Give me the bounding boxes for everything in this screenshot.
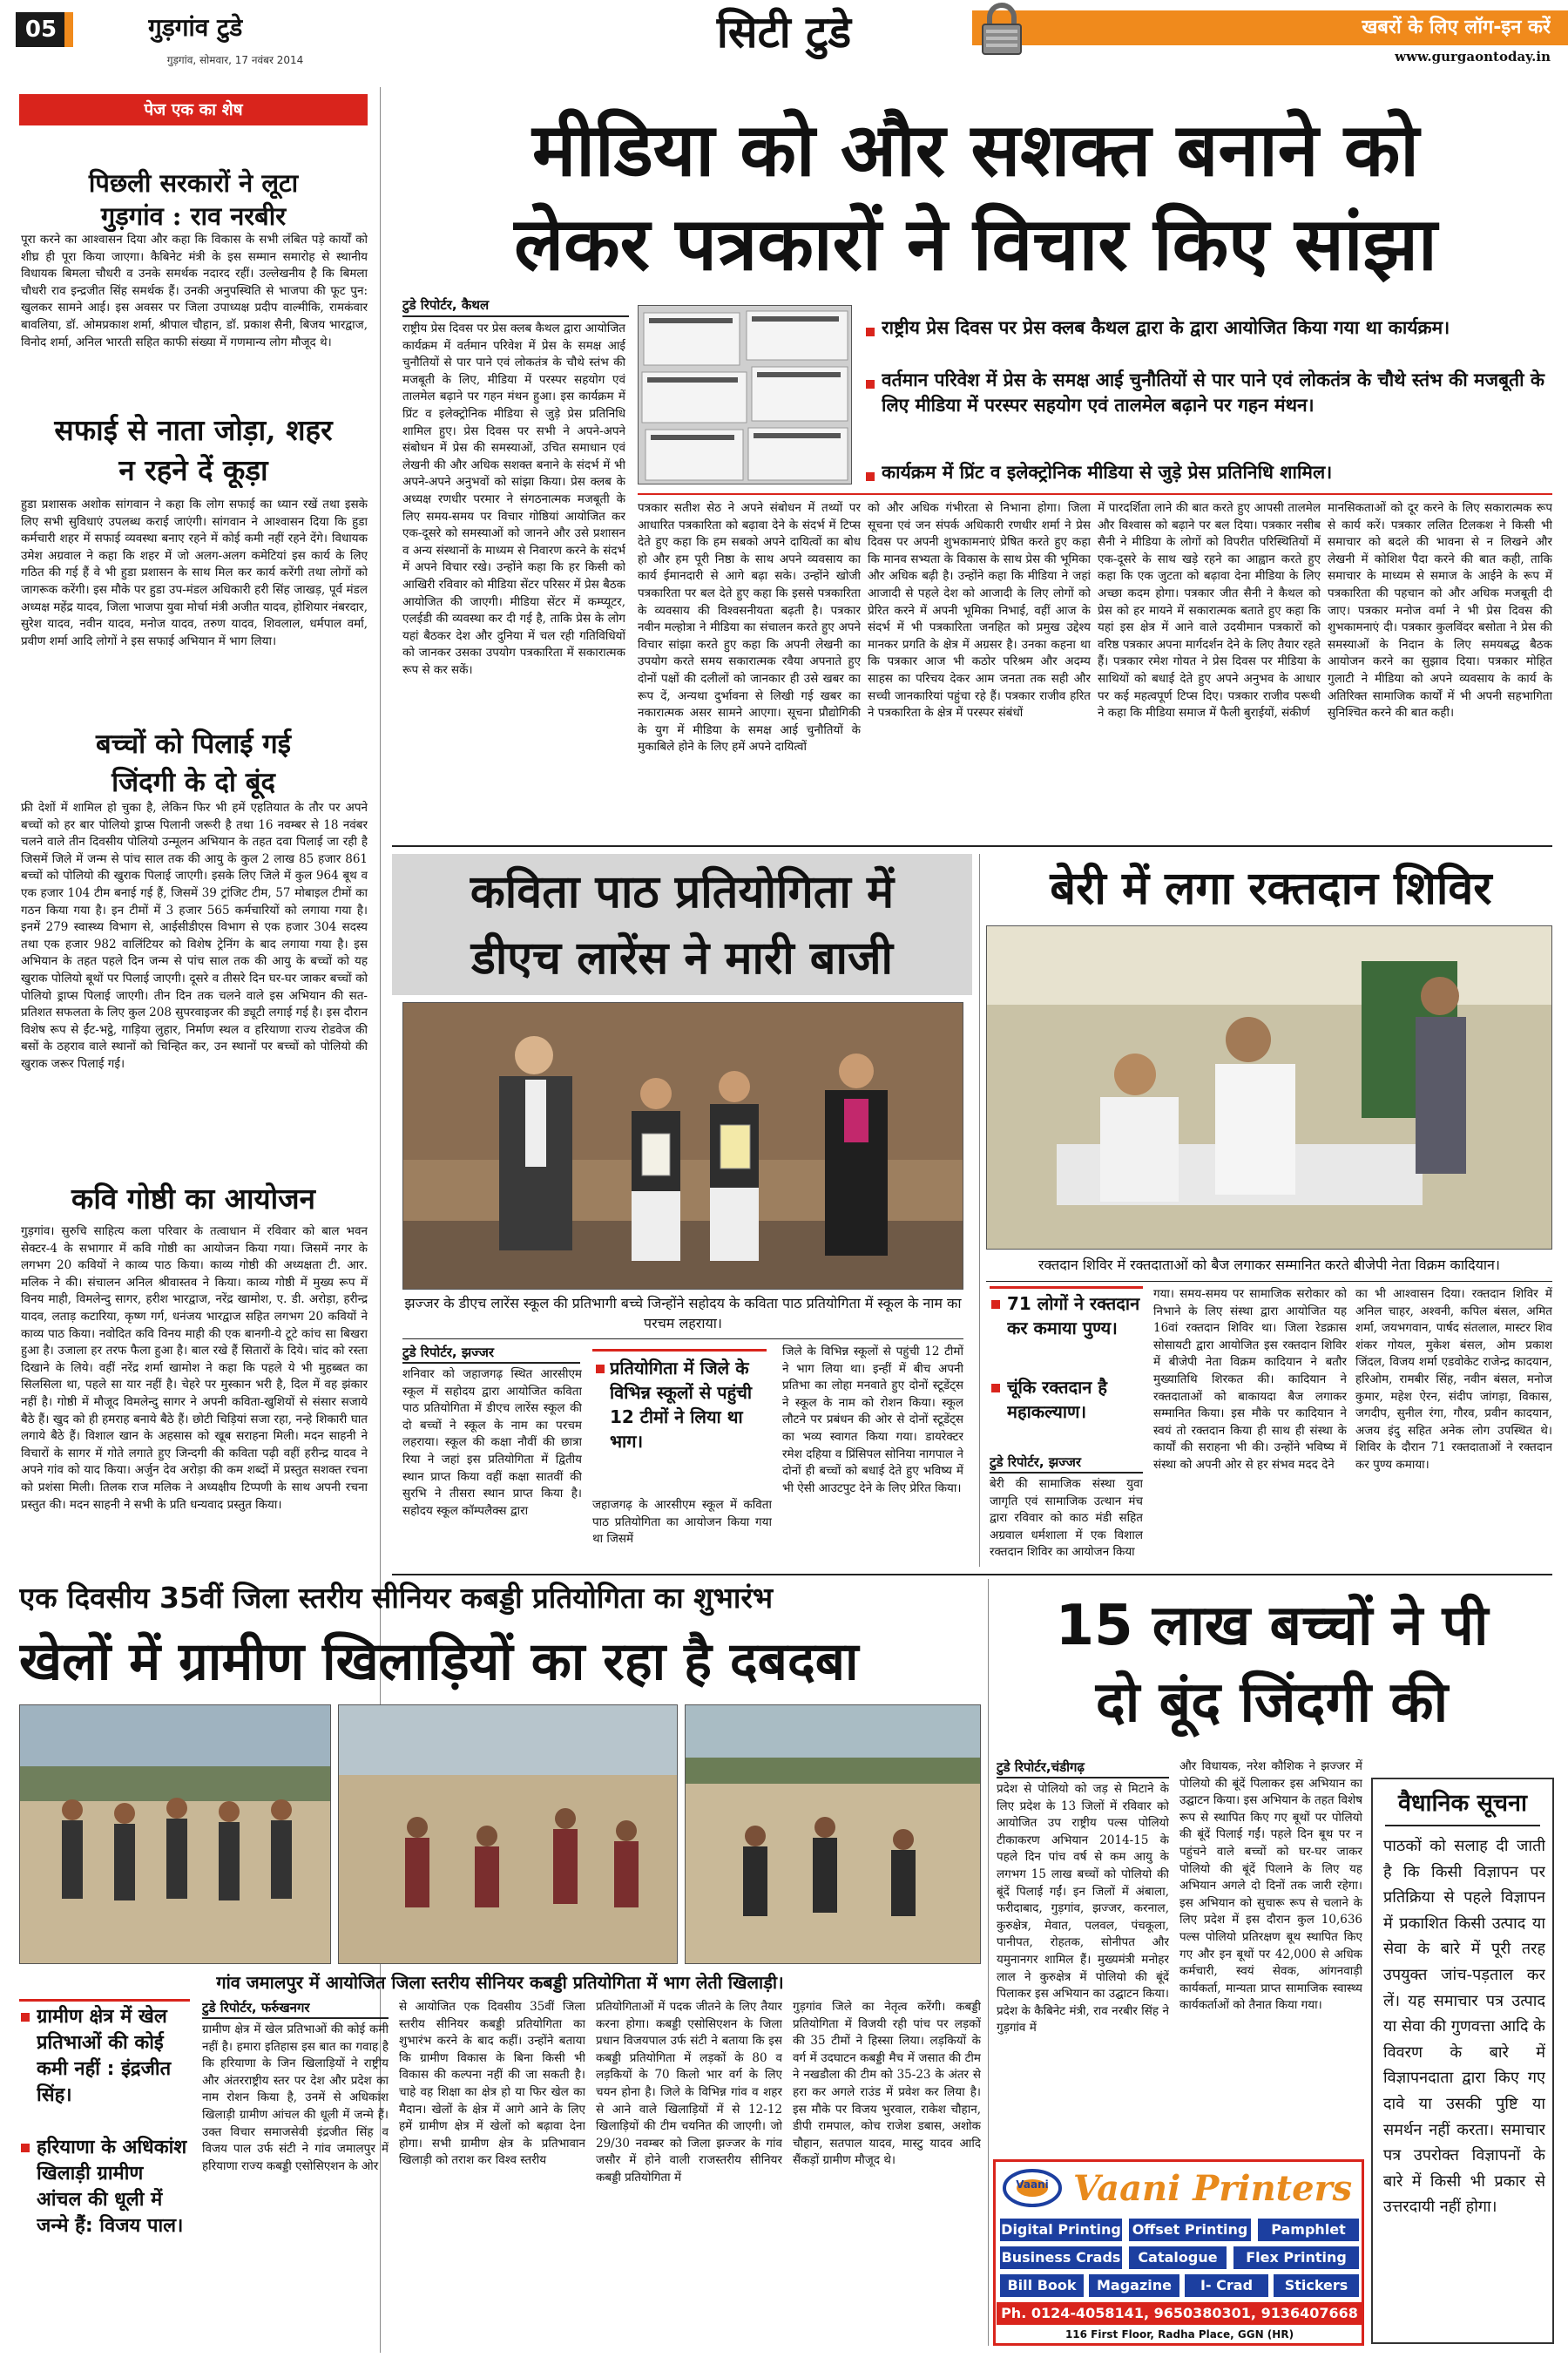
byline: टुडे रिपोर्टर, कैथल	[402, 297, 490, 313]
legal-notice-body: पाठकों को सलाह दी जाती है कि किसी विज्ञापन पर प्रतिक्रिया से पहले विज्ञापन में प्रकाशित किसी उत्पाद या सेवा के बारे में पूरी तरह उपयुक्त जांच-पड़ताल कर लें। यह समाचार पत्र उत्पाद या सेवा की गुणवत्ता आदि के विवरण के बारे में विज्ञापनदाता द्वारा किए गए दावे या उसकी पुष्टि या समर्थन नहीं करता। समाचार पत्र उपरोक्त विज्ञापनों के बारे में किसी भी प्रकार से उत्तरदायी नहीं होगा।	[1383, 1837, 1545, 2217]
story-title: पिछली सरकारों ने लूटा	[88, 168, 299, 198]
ad-phone[interactable]: Ph. 0124-4058141, 9650380301, 9136407668	[997, 2302, 1362, 2325]
masthead	[0, 0, 1568, 70]
legal-notice-title: वैधानिक सूचना	[1397, 1790, 1528, 1817]
story-body: हुडा प्रशासक अशोक सांगवान ने कहा कि लोग सफाई का ध्यान रखें तथा इसके लिए सभी सुविधाएं उपलब्ध कराई जाएंगी। सांगवान ने आश्वासन दिया कि हुडा कर्मचारी शहर में सफाई व्यवस्था बनाए रहने में कोई कमी नहीं रहने देंगे। विधायक उमेश अग्रवाल ने कहा कि शहर में जो अलग-अलग कमेटियां इस कार्य के लिए गठित की गई हैं वे भी हुडा प्रशासन के साथ मिल कर कार्य करेंगी तथा लोगों को जागरूक करेंगी। इस मौके पर हुडा उप-मंडल अधिकारी हरी सिंह जाखड़, पूर्व मंडल अध्यक्ष महेंद्र यादव, जिला भाजपा युवा मोर्चा मंत्री अजीत यादव, होशियार नंबरदार, सुरेश यादव, नवीन यादव, मनोज यादव, तरुण यादव, शिवलाल, धर्मपाल वर्मा, प्रवीण शर्मा आदि लोगों ने इस सफाई अभियान में भाग लिया।	[21, 498, 368, 648]
story-title: न रहने दें कूड़ा	[118, 453, 268, 487]
kabaddi-photo-3	[685, 1704, 981, 1964]
story-body: गया। समय-समय पर सामाजिक सरोकार को निभाने के लिए संस्था द्वारा आयोजित यह 16वां रक्तदान शिविर था। जिला रेडक्रास सोसायटी द्वारा आयोजित इस रक्तदान शिविर में बीजेपी नेता विक्रम कादियान ने बतौर मुख्यातिथि शिरकत की। कादियान ने रक्तदाताओं को बाकायदा बैज लगाकर सम्मानित किया। इस मौके पर कादियान ने स्वयं तो रक्तदान किया ही साथ ही संस्था के कार्यों की सराहना भी की। उन्होंने भविष्य में संस्था को अपनी ओर से हर संभव मदद देने	[1153, 1287, 1347, 1472]
bullet-marker	[991, 1384, 1000, 1392]
bullet-marker	[596, 1365, 605, 1373]
brand-logo: गुड़गांव टुडे	[148, 13, 243, 42]
story-body: बेरी की सामाजिक संस्था युवा जागृति एवं सामाजिक उत्थान मंच द्वारा रविवार को काठ मंडी सहित अग्रवाल धर्मशाला में एक विशाल रक्तदान शिविर का आयोजन किया	[990, 1477, 1143, 1560]
polio-headline: 15 लाख बच्चों ने पी	[1055, 1594, 1489, 1658]
kavita-headline: डीएच लारेंस ने मारी बाजी	[471, 932, 893, 985]
photo-caption: झज्जर के डीएच लारेंस स्कूल की प्रतिभागी बच्चे जिन्होंने सहोदय के कविता पाठ प्रतियोगिता में स्कूल के नाम का परचम लहराया।	[404, 1295, 962, 1331]
ad-service-tag: Flex Printing	[1233, 2246, 1359, 2269]
highlight-bullet: ग्रामीण क्षेत्र में खेल प्रतिभाओं की कोई कमी नहीं : इंद्रजीत सिंह।	[37, 2006, 172, 2106]
story-body: का भी आश्वासन दिया। रक्तदान शिविर में अनिल चाहर, अश्वनी, कपिल बंसल, अमित शर्मा, जयभगवान, पार्षद संतलाल, मास्टर शिव शंकर गोयल, मुकेश बंसल, ओम प्रकाश जिंदल, विजय शर्मा एडवोकेट राजेन्द्र कादयान, हरिओम, रामबीर सिंह, नवीन बंसल, मनोज कुमार, महेश ऐरन, संदीप जांगड़ा, विकास, जगदीप, सुनील रंगा, गौरव, प्रवीन कादयान, अजय इंदु सहित अनेक लोग उपस्थित थे। शिविर के दौरान 71 रक्तदाताओं ने रक्तदान कर पुण्य कमाया।	[1355, 1287, 1552, 1472]
story-body: से आयोजित एक दिवसीय 35वीं जिला स्तरीय सीनियर कबड्डी प्रतियोगिता का शुभारंभ करने के बाद कहीं। उन्होंने बताया कि ग्रामीण विकास के बिना किसी भी विकास की कल्पना नहीं की जा सकती है। चाहे वह शिक्षा का क्षेत्र हो या फिर खेल का मैदान। खेलों के क्षेत्र में आगे आने के लिए हमें ग्रामीण क्षेत्र में खेलों को बढ़ावा देना होगा। सभी ग्रामीण क्षेत्र के प्रतिभावान खिलाड़ी को तराश कर विश्व स्तरीय	[399, 2000, 585, 2168]
story-title: सफाई से नाता जोड़ा, शहर	[54, 413, 333, 447]
polio-headline: दो बूंद जिंदगी की	[1095, 1670, 1449, 1735]
story-body: और विधायक, नरेश कौशिक ने झज्जर में पोलियो की बूंदें पिलाकर इस अभियान का उद्घाटन किया। इस अभियान के तहत विशेष रूप से स्थापित किए गए बूथों पर पोलियो की बूंदें पिलाई गईं। पहले दिन बूथ पर न पहुंचने वाले बच्चों को घर-घर जाकर पोलियो की बूंदें पिलाने के लिए यह अभियान अगले दो दिनों तक जारी रहेगा। इस अभियान को सुचारू रूप से चलाने के लिए प्रदेश में इस दौरान कुल 10,636 पल्स पोलियो प्रतिरक्षण बूथ स्थापित किए गए और इन बूथों पर 42,000 से अधिक कर्मचारी, स्वयं सेवक, आंगनवाड़ी कार्यकर्ता, मान्यता प्राप्त सामाजिक स्वास्थ्य कार्यकर्ताओं को तैनात किया गया।	[1179, 1759, 1362, 2013]
students-award-photo	[402, 1002, 963, 1290]
ad-logo-small: Vaani	[1016, 2178, 1049, 2191]
lock-icon	[976, 2, 1028, 56]
kabaddi-photo-1	[19, 1704, 331, 1964]
newspapers-photo	[638, 305, 852, 484]
ad-service-tag: Bill Book	[1000, 2274, 1084, 2297]
kabaddi-photo-2	[338, 1704, 678, 1964]
pull-quote: प्रतियोगिता में जिले के विभिन्न स्कूलों से पहुंची 12 टीमों ने लिया था भाग।	[610, 1358, 753, 1452]
photo-caption: रक्तदान शिविर में रक्तदाताओं को बैज लगाकर सम्मानित करते बीजेपी नेता विक्रम कादियान।	[1037, 1257, 1500, 1273]
blood-camp-photo	[986, 925, 1552, 1250]
byline: टुडे रिपोर्टर, झज्जर	[990, 1454, 1082, 1470]
highlight-bullet: वर्तमान परिवेश में प्रेस के समक्ष आई चुनौतियों से पार पाने एवं लोकतंत्र के चौथे स्तंभ की मजबूती के लिए मीडिया में परस्पर सहयोग एवं तालमेल बढ़ाने पर गहन मंथन।	[882, 369, 1544, 416]
ad-service-tag: Stickers	[1274, 2274, 1359, 2297]
page-number-label: 05	[24, 17, 57, 43]
story-body: में पारदर्शिता लाने की बात करते हुए आपसी तालमेल और विश्वास को बढ़ाने पर बल दिया। पत्रकार नसीब सैनी ने मीडिया के लोगों को विपरीत परिस्थितियों में एक-दूसरे के साथ खड़े रहने का आह्वान करते हुए कहा कि एक जुटता को बढ़ावा देना मीडिया के लिए अच्छा कदम होगा। पत्रकार जीत सैनी ने कैथल को प्रेस को हर मायने में सकारात्मक बताते हुए कहा कि यहां इस क्षेत्र में आने वाले उदयीमान पत्रकारों को वरिष्ठ पत्रकार अपना मार्गदर्शन देने के लिए तैयार रहते हैं। पत्रकार रमेश गोयत ने प्रेस दिवस पर मीडिया के साथियों को बधाई देते हुए अपने अनुभव के आधार पर कई महत्वपूर्ण टिप्स दिए। पत्रकार राजीव परूथी ने कहा कि मीडिया समाज में फैली बुराईयों, संकीर्ण	[1098, 501, 1321, 721]
story-title: बच्चों को पिलाई गई	[96, 728, 291, 760]
byline: टुडे रिपोर्टर, फर्रुखनगर	[202, 2000, 310, 2016]
bullet-marker	[866, 380, 875, 389]
dateline: गुड़गांव, सोमवार, 17 नवंबर 2014	[166, 54, 304, 66]
bullet-marker	[866, 472, 875, 481]
story-body: मानसिकताओं को दूर करने के लिए सकारात्मक रूप से कार्य करें। पत्रकार ललित टिलकश ने किसी भी समाचार को बदले की भावना से न लिखने और लेखनी में कोशिश पैदा करने की बात कही, ताकि समाचार के माध्यम से समाज के आईने के रूप में पत्रकारिता की पहचान को और अधिक मजबूती दी जाए। पत्रकार मनोज वर्मा ने भी प्रेस दिवस की शुभकामनाएं दी। पत्रकार कुलविंदर बसोता ने प्रेस की समस्याओं के निदान के लिए समयबद्ध बैठक आयोजन करने का सुझाव दिया। पत्रकार मोहित गुलाटी ने मीडिया को अपने व्यवसाय के कार्य के अतिरिक्त सामाजिक कार्यों में भी अपनी सहभागिता सुनिश्चित करने की बात कही।	[1328, 501, 1552, 721]
bullet-marker	[21, 2144, 30, 2152]
story-body: जहाजगढ़ के आरसीएम स्कूल में कविता पाठ प्रतियोगिता का आयोजन किया गया था जिसमें	[592, 1498, 772, 1547]
story-body: गुड़गांव जिले का नेतृत्व करेंगी। कबड्डी प्रतियोगिता में विजयी रही पांच पर लड़कों की 35 टीमों ने हिस्सा लिया। लड़कियों के वर्ग में उदघाटन कबड्डी मैच में जसात की टीम ने नखडौला की टीम को 35-23 के अंतर से हरा कर अगले राउंड में प्रवेश कर लिया है। इस मौके पर विजय भुरवाल, राकेश चौहान, डीपी रामपाल, कोच राजेश डबास, अशोक चौहान, सतपाल यादव, मास्टु यादव आदि सैंकड़ों ग्रामीण मौजूद थे।	[793, 2000, 981, 2168]
ad-service-tag: Pamphlet	[1258, 2219, 1359, 2241]
ad-logo: Vaani Printers	[1072, 2168, 1353, 2209]
story-body: जिले के विभिन्न स्कूलों से पहुंची 12 टीमों ने भाग लिया था। इन्हीं में बीच अपनी प्रतिभा का लोहा मनवाते हुए दोनों स्टूडेंट्स ने स्कूल के नाम को रोशन किया। स्कूल लौटने पर प्रबंधन की ओर से दोनों स्टूडेंट्स का भव्य स्वागत किया गया। डायरेक्टर रमेश दहिया व प्रिंसिपल सोनिया नागपाल ने दोनों ही बच्चों को बधाई देते हुए भविष्य में भी ऐसी आउटपुट देने के लिए प्रेरित किया।	[782, 1345, 963, 1495]
story-body: पूरा करने का आश्वासन दिया और कहा कि विकास के सभी लंबित पड़े कार्यों को शीघ्र ही पूरा किया जाएगा। कैबिनेट मंत्री के इस सम्मान समारोह से स्थानीय विधायक बिमला चौधरी व उनके समर्थक नदारद रहीं। उल्लेखनीय है कि बिमला चौधरी राव इन्द्रजीत सिंह समर्थक हैं। उनकी अनुपस्थिति से भाजपा की फूट पुन: खुलकर सामने आई। इस अवसर पर जिला उपाध्यक्ष प्रदीप वाल्मीकि, रामकंवार बावलिया, डॉ. ओमप्रकाश शर्मा, श्रीपाल चौहान, डॉ. प्रकाश सैनी, बिजय भारद्वाज, विनोद शर्मा, अनिल भारती सहित काफी संख्या में गणमान्य लोग मौजूद थे।	[21, 233, 368, 349]
story-body: गुड़गांव। सुरुचि साहित्य कला परिवार के तत्वाधान में रविवार को बाल भवन सेक्टर-4 के सभागार में कवि गोष्ठी का आयोजन किया गया। जिसमें नगर के लगभग 20 कवियों ने काव्य पाठ किया। काव्य गोष्ठी की अध्यक्षता टी. आर. मलिक ने की। संचालन अनिल श्रीवास्तव ने किया। काव्य गोष्ठी में मुख्य रूप में विनय माही, विमलेन्दु सागर, हरीश भारद्वाज, नरेंद्र खामोश, ए. डी. अरोड़ा, हरीन्द्र यादव, लताड़ कटारिया, कृष्ण गर्ग, धनंजय भारद्वाज सहित लगभग 20 कवियों ने काव्य पाठ किया। नवोदित कवि विनय माही की एक बानगी-ये टूटे कांच सा बिखरा हुआ है। उजाला हर तरफ फैला हुआ है। बाल रखे हैं सितारों के दिये। चांद को रस्ता दिखाने के लिये। वहीं नरेंद्र शर्मा खामोश ने कहा कि पहले ये भी मुहब्बत का सिलसिला था, पहले सा यार नहीं है। चेहरे पर मुस्कान भरी है, दिल में वह झंकार नहीं है। गोष्ठी में मौजूद विमलेन्दु सागर ने अपनी कविता-खुशियों से संसार सजाये बैठे हैं। खुद को ही हमराह बनाये बैठे हैं। छोटी चिड़ियां सजा रहा, नन्हे शिकारी घात लगाये बैठे हैं। विशाल खान के अहसास को खूब सराहना मिली। मदन साहनी ने विचारों के सागर में गोते लगाते हुए जिन्दगी की कविता पढ़ी वहीं हरीन्द्र यादव ने अपने गांव को याद किया। अर्जुन देव अरोड़ा की कम शब्दों में प्रस्तुत सशक्त रचना को प्रशंसा मिली। तिलक राज मलिक ने अध्यक्षीय टिप्पणी के साथ अपनी रचना प्रस्तुत की। मदन साहनी ने सभी के प्रति धन्यवाद प्रस्तुत किया।	[21, 1224, 368, 1512]
highlight-bullet: राष्ट्रीय प्रेस दिवस पर प्रेस क्लब कैथल द्वारा के द्वारा आयोजित किया गया था कार्यक्रम।	[882, 317, 1450, 338]
ad-service-tag: Magazine	[1089, 2274, 1179, 2297]
blood-headline: बेरी में लगा रक्तदान शिविर	[1050, 863, 1492, 915]
lead-headline: मीडिया को और सशक्त बनाने को	[532, 106, 1419, 193]
story-body: फ्री देशों में शामिल हो चुका है, लेकिन फिर भी हमें एहतियात के तौर पर अपने बच्चों को हर बार पोलियो ड्राप्स पिलानी जरूरी है तथा 16 नवम्बर से 18 नवंबर चलने वाले तीन दिवसीय पोलियो उन्मूलन अभियान के तहत दवा पिलाई जा रही है जिसमें जिले में जन्म से पांच साल तक की आयु के कुल 2 लाख 85 हजार 861 बच्चों को पोलियो की खुराक पिलाई जाएगी। इसके लिए जिले में कुल 964 बूथ व एक हजार 104 टीम बनाई गई हैं, जिसमें 39 ट्रांजिट टीम, 57 मोबाइल टीमों का गठन किया गया है। इन टीमों में 3 हजार 565 कर्मचारियों को लगाया गया है। इनमें 279 स्वास्थ्य विभाग से, आईसीडीएस विभाग से एक हजार 304 सदस्य तथा एक हजार 982 वालिंटियर को विशेष ट्रेनिंग के बाद लगाया गया है। इस अभियान के तहत पहले दिन जन्म से पांच साल तक की आयु के बच्चों को यह खुराक पोलियो बूथों पर पिलाई जाएगी। दूसरे व तीसरे दिन घर-घर जाकर बच्चों को पोलियो ड्राप्स पिलाई जाएगी। तीन दिन तक चलने वाले इस अभियान की सत-प्रतिशत सफलता के लिए कुल 208 सुपरवाइजर की ड्यूटी लगाई गई है। इस दौरान विशेष रूप से ईंट-भट्ठे, गाड़िया लुहार, निर्माण स्थल व हरियाणा राज्य रोडवेज की बसों के ठहराव वाले स्थानों को चिन्हित कर, उन स्थानों पर बच्चों को पोलियो की खुराक जरूर पिलाई गई।	[21, 801, 368, 1071]
login-text[interactable]: खबरों के लिए लॉग-इन करें	[1362, 17, 1551, 38]
story-body: ग्रामीण क्षेत्र में खेल प्रतिभाओं की कोई कमी नहीं है। हमारा इतिहास इस बात का गवाह है कि हरियाणा के जिन खिलाड़ियों ने राष्ट्रीय और अंतरराष्ट्रीय स्तर पर देश और प्रदेश का नाम रोशन किया है, उनमें से अधिकांश खिलाड़ी ग्रामीण आंचल की धूली में जन्मे हैं। उक्त विचार समाजसेवी इंद्रजीत सिंह व विजय पाल उर्फ संटी ने गांव जमालपुर में हरियाणा राज्य कबड्डी एसोसिएशन के ओर	[202, 2022, 389, 2173]
ad-address: 116 First Floor, Radha Place, GGN (HR)	[1064, 2328, 1294, 2341]
highlight-bullet: 71 लोगों ने रक्तदान कर कमाया पुण्य।	[1007, 1293, 1140, 1338]
website-url[interactable]: www.gurgaontoday.in	[1395, 49, 1551, 64]
story-body: प्रतियोगिताओं में पदक जीतने के लिए तैयार करना होगा। कबड्डी एसोसिएशन के जिला प्रधान विजयपाल उर्फ संटी ने बताया कि इस कबड्डी प्रतियोगिता में लड़कों के 80 व लड़कियों के 70 किलो भार वर्ग के लिए चयन होना है। जिले के विभिन्न गांव व शहर से आने वाले खिलाड़ियों में से 12-12 खिलाड़ियों की टीम चयनित की जाएगी। जो 29/30 नवम्बर को जिला झज्जर के गांव जसौर में होने वाली राजस्तरीय सीनियर कबड्डी प्रतियोगिता में	[596, 2000, 782, 2185]
kabaddi-kicker: एक दिवसीय 35वीं जिला स्तरीय सीनियर कबड्डी प्रतियोगिता का शुभारंभ	[19, 1581, 774, 1615]
bullet-marker	[991, 1300, 1000, 1309]
story-body: प्रदेश से पोलियो को जड़ से मिटाने के लिए प्रदेश के 13 जिलों में रविवार को आयोजित उप राष्ट्रीय पल्स पोलियो टीकाकरण अभियान 2014-15 के पहले दिन पांच वर्ष से कम आयु के लगभग 15 लाख बच्चों को पोलियो की बूंदें पिलाई गईं। इन जिलों में अंबाला, फरीदाबाद, गुड़गांव, झज्जर, करनाल, कुरुक्षेत्र, मेवात, पलवल, पंचकूला, पानीपत, रोहतक, सोनीपत और यमुनानगर शामिल हैं। मुख्यमंत्री मनोहर लाल ने कुरुक्षेत्र में पोलियो की बूंदें पिलाकर इस अभियान का उद्घाटन किया। प्रदेश के कैबिनेट मंत्री, राव नरबीर सिंह ने गुड़गांव में	[997, 1782, 1169, 2036]
story-body: पत्रकार सतीश सेठ ने अपने संबोधन में तथ्यों पर आधारित पत्रकारिता को बढ़ावा देने के संदर्भ में टिप्स देते हुए कहा कि हम सबको अपने दायित्वों का बोध हो और हम पूरी निष्ठा के साथ अपने व्यवसाय का कार्य ईमानदारी से आगे बढ़ा सके। उन्होंने खोजी पत्रकारिता पर बल देते हुए कहा कि इससे पत्रकारिता के व्यवसाय की विश्वसनीयता बढ़ती है। पत्रकार नवीन मल्होत्रा ने मीडिया का संचालन करते हुए अपने विचार सांझा करते हुए कहा कि अपनी लेखनी का उपयोग करते समय सकारात्मक रवैया अपनाते हुए दोनों पक्षों की दलीलों को जानकार ही उसे खबर का रूप दें, अन्यथा दुर्भावना से लिखी गई खबर का नकारात्मक असर सामने आएगा। सूचना प्रौद्योगिकी के युग में मीडिया के समक्ष आई चुनौतियों के मुकाबिले होने के लिए हमें अपने दायित्वों	[638, 501, 861, 755]
story-body: राष्ट्रीय प्रेस दिवस पर प्रेस क्लब कैथल द्वारा आयोजित कार्यक्रम में वर्तमान परिवेश में प्रेस के समक्ष आई चुनौतियों से पार पाने एवं लोकतंत्र के चौथे स्तंभ की मजबूती के लिए, मीडिया में परस्पर सहयोग एवं तालमेल बढ़ाने पर गहन मंथन हुआ। इस कार्यक्रम में प्रिंट व इलेक्ट्रोनिक मीडिया से जुड़े प्रेस प्रतिनिधि शामिल हुए। प्रेस दिवस पर सभी ने अपने-अपने संबोधन में प्रेस की समस्याओं, उचित समाधान एवं लेखनी की और अधिक सशक्त बनाने के संदर्भ में भी अपने-अपने अनुभवों को सांझा किया। प्रेस क्लब के अध्यक्ष रणधीर परमार ने संगठनात्मक मजबूती के लिए समय-समय पर विचार गोष्ठियां आयोजित कर एक-दूसरे को समस्याओं को जानने और उसे प्रशासन व अन्य संस्थानों के माध्यम से निवारण करने के संदर्भ में अपने विचार रखे। उन्होंने कहा कि हर किसी को आखिरी रविवार को मीडिया सेंटर परिसर में प्रेस बैठक आयोजित की जाएगी। मीडिया सेंटर में कम्प्यूटर, एलईडी की व्यवस्था कर दी गई है, ताकि प्रेस के लोग यहां बैठकर देश और दुनिया में चल रही गतिविधियों को जानकर उसका उपयोग पत्रकारिता में सकारात्मक रूप से कर सकें।	[402, 322, 625, 677]
kabaddi-headline: खेलों में ग्रामीण खिलाड़ियों का रहा है दबदबा	[19, 1631, 859, 1692]
story-body: को और अधिक गंभीरता से निभाना होगा। जिला सूचना एवं जन संपर्क अधिकारी रणधीर शर्मा ने प्रेस दिवस पर अपनी शुभकामनाएं प्रेषित करते हुए कहा कि मानव सभ्यता के विकास के साथ प्रेस की भूमिका और अधिक बढ़ी है। उन्होंने कहा कि मीडिया ने जहां आजादी से पहले देश को आजादी के लिए लोगों को प्रेरित करने में अपनी भूमिका निभाई, वहीं आज के संदर्भ में भी पत्रकारिता जनहित को प्रमुख उद्देश्य मानकर प्रगति के क्षेत्र में अग्रसर है। उनका कहना था कि पत्रकार आज भी कठोर परिश्रम और अदम्य साहस का परिचय देकर आम जनता तक सही और सच्ची जानकारियां पहुंचा रहे हैं। पत्रकार राजीव हरित ने पत्रकारिता के क्षेत्र में परस्पर संबंधों	[868, 501, 1091, 721]
byline: टुडे रिपोर्टर, झज्जर	[402, 1345, 495, 1360]
kavita-headline: कविता पाठ प्रतियोगिता में	[470, 866, 895, 918]
ad-service-tag: Offset Printing	[1129, 2219, 1251, 2241]
ad-service-tag: Business Crads	[1000, 2246, 1122, 2269]
byline: टुडे रिपोर्टर,चंडीगढ़	[997, 1759, 1085, 1775]
ad-service-tag: I- Crad	[1185, 2274, 1268, 2297]
section-bar: पेज एक का शेष	[19, 94, 368, 125]
highlight-bullet: कार्यक्रम में प्रिंट व इलेक्ट्रोनिक मीडिया से जुड़े प्रेस प्रतिनिधि शामिल।	[882, 462, 1333, 483]
lead-headline: लेकर पत्रकारों ने विचार किए सांझा	[514, 200, 1437, 287]
bullet-marker	[21, 2013, 30, 2022]
ad-service-tag: Catalogue	[1129, 2246, 1227, 2269]
story-title: गुड़गांव : राव नरबीर	[100, 201, 287, 231]
section-title: सिटी टुडे	[716, 6, 852, 58]
story-title: कवि गोष्ठी का आयोजन	[71, 1182, 315, 1216]
photo-caption: गांव जमालपुर में आयोजित जिला स्तरीय सीनियर कबड्डी प्रतियोगिता में भाग लेती खिलाड़ी।	[216, 1972, 784, 1993]
story-title: जिंदगी के दो बूंद	[112, 767, 275, 798]
story-body: शनिवार को जहाजगढ़ स्थित आरसीएम स्कूल में सहोदय द्वारा आयोजित कविता पाठ प्रतियोगिता में डीएच लारेंस स्कूल की दो बच्चों ने स्कूल के नाम का परचम लहराया। स्कूल की कक्षा नौवीं की छात्रा रिया ने जहां इस प्रतियोगिता में द्वितीय स्थान प्राप्त किया वहीं कक्षा सातवीं की सुरभि ने तीसरा स्थान प्राप्त किया है। सहोदय स्कूल कॉम्पलैक्स द्वारा	[402, 1367, 582, 1518]
ad-service-tag: Digital Printing	[1000, 2219, 1122, 2241]
highlight-bullet: हरियाणा के अधिकांश खिलाड़ी ग्रामीण आंचल की धूली में जन्मे हैं: विजय पाल।	[37, 2137, 187, 2237]
bullet-marker	[866, 328, 875, 336]
highlight-bullet: चूंकि रक्तदान है महाकल्याण।	[1007, 1377, 1107, 1422]
